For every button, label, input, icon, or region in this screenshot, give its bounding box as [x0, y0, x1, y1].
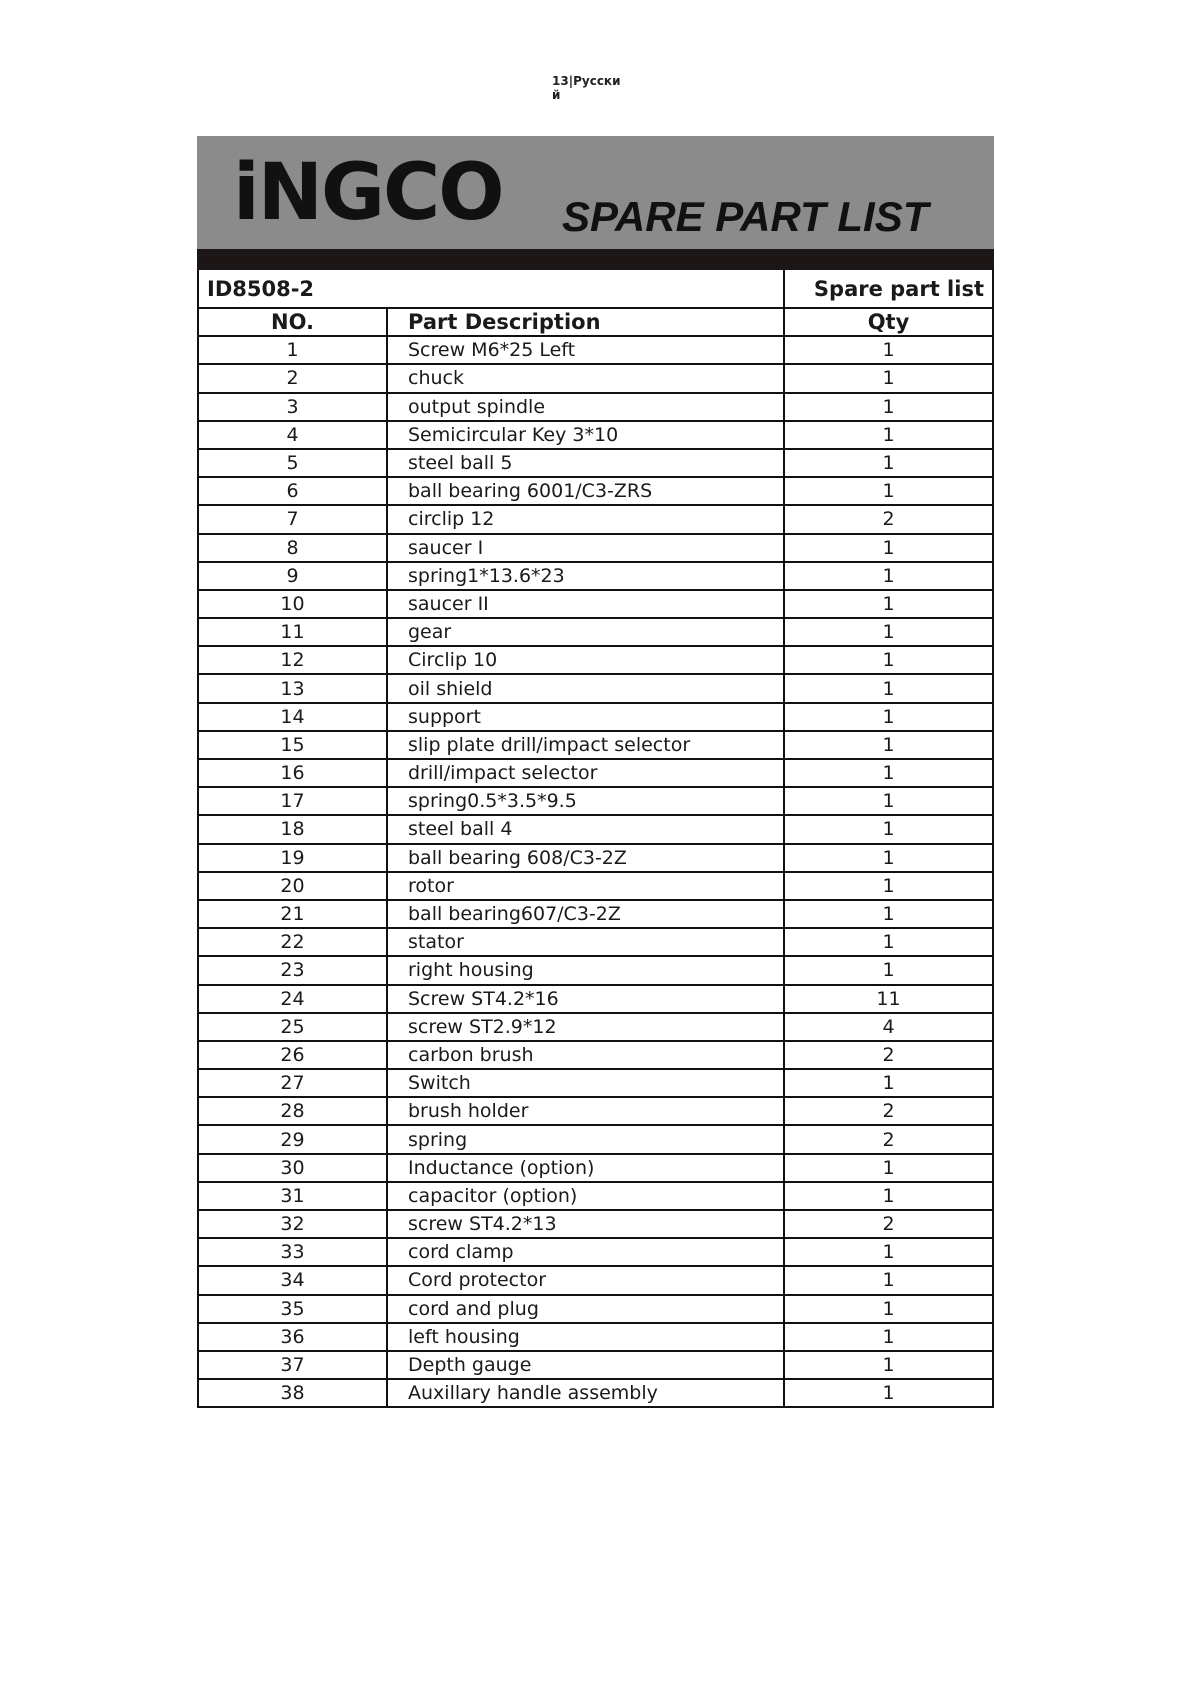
row-qty: 2 [784, 1041, 993, 1069]
row-qty: 2 [784, 1097, 993, 1125]
table-row [198, 618, 993, 646]
row-qty: 1 [784, 477, 993, 505]
row-number: 30 [198, 1154, 387, 1182]
row-description: saucer I [387, 534, 784, 562]
row-number: 18 [198, 815, 387, 843]
row-qty: 1 [784, 759, 993, 787]
table-row [198, 646, 993, 674]
row-qty: 2 [784, 1210, 993, 1238]
row-description: gear [387, 618, 784, 646]
row-description: support [387, 703, 784, 731]
row-qty: 1 [784, 703, 993, 731]
table-row [198, 1125, 993, 1153]
row-number: 19 [198, 844, 387, 872]
row-qty: 1 [784, 534, 993, 562]
header-no: NO. [198, 308, 387, 336]
row-qty: 2 [784, 505, 993, 533]
row-description: carbon brush [387, 1041, 784, 1069]
table-row [198, 505, 993, 533]
row-qty: 1 [784, 1379, 993, 1407]
row-number: 31 [198, 1182, 387, 1210]
row-description: output spindle [387, 393, 784, 421]
row-number: 22 [198, 928, 387, 956]
row-number: 5 [198, 449, 387, 477]
row-description: Semicircular Key 3*10 [387, 421, 784, 449]
row-qty: 4 [784, 1013, 993, 1041]
table-row [198, 731, 993, 759]
table-row [198, 1210, 993, 1238]
row-qty: 1 [784, 618, 993, 646]
banner [197, 136, 994, 249]
row-number: 9 [198, 562, 387, 590]
table-row [198, 449, 993, 477]
row-qty: 1 [784, 1351, 993, 1379]
row-description: Inductance (option) [387, 1154, 784, 1182]
row-description: oil shield [387, 674, 784, 702]
row-number: 16 [198, 759, 387, 787]
row-qty: 1 [784, 1266, 993, 1294]
list-title: Spare part list [784, 270, 993, 308]
row-qty: 1 [784, 1182, 993, 1210]
header-description: Part Description [387, 308, 784, 336]
table-row [198, 1238, 993, 1266]
table-row [198, 562, 993, 590]
table-row [198, 1182, 993, 1210]
row-description: cord and plug [387, 1295, 784, 1323]
divider-bar [197, 249, 994, 270]
row-description: rotor [387, 872, 784, 900]
row-number: 13 [198, 674, 387, 702]
table-row [198, 1069, 993, 1097]
row-qty: 1 [784, 364, 993, 392]
row-number: 4 [198, 421, 387, 449]
row-number: 17 [198, 787, 387, 815]
table-row [198, 815, 993, 843]
row-number: 21 [198, 900, 387, 928]
row-description: screw ST2.9*12 [387, 1013, 784, 1041]
row-description: cord clamp [387, 1238, 784, 1266]
row-qty: 1 [784, 646, 993, 674]
row-qty: 1 [784, 674, 993, 702]
table-row [198, 477, 993, 505]
table-row [198, 393, 993, 421]
row-number: 1 [198, 336, 387, 364]
row-number: 37 [198, 1351, 387, 1379]
row-number: 35 [198, 1295, 387, 1323]
table-row [198, 364, 993, 392]
table-row [198, 1295, 993, 1323]
row-description: steel ball 5 [387, 449, 784, 477]
row-qty: 1 [784, 562, 993, 590]
table-row [198, 985, 993, 1013]
row-description: Screw ST4.2*16 [387, 985, 784, 1013]
row-qty: 1 [784, 590, 993, 618]
row-description: Auxillary handle assembly [387, 1379, 784, 1407]
row-qty: 1 [784, 787, 993, 815]
row-qty: 1 [784, 1238, 993, 1266]
table-row [198, 844, 993, 872]
row-description: spring1*13.6*23 [387, 562, 784, 590]
row-description: ball bearing 6001/C3-ZRS [387, 477, 784, 505]
row-description: Switch [387, 1069, 784, 1097]
row-description: Depth gauge [387, 1351, 784, 1379]
table-row [198, 1097, 993, 1125]
row-description: right housing [387, 956, 784, 984]
table-row [198, 872, 993, 900]
row-number: 6 [198, 477, 387, 505]
table-row [198, 928, 993, 956]
row-qty: 1 [784, 393, 993, 421]
page-number-label: 13|Русски [552, 74, 621, 88]
row-number: 14 [198, 703, 387, 731]
row-description: drill/impact selector [387, 759, 784, 787]
row-description: steel ball 4 [387, 815, 784, 843]
table-row [198, 703, 993, 731]
table-row [198, 1266, 993, 1294]
row-number: 38 [198, 1379, 387, 1407]
row-qty: 1 [784, 1295, 993, 1323]
row-number: 7 [198, 505, 387, 533]
row-description: chuck [387, 364, 784, 392]
row-qty: 1 [784, 928, 993, 956]
row-description: stator [387, 928, 784, 956]
row-number: 25 [198, 1013, 387, 1041]
row-qty: 1 [784, 872, 993, 900]
row-number: 24 [198, 985, 387, 1013]
row-description: brush holder [387, 1097, 784, 1125]
table-row [198, 674, 993, 702]
row-qty: 1 [784, 1323, 993, 1351]
row-number: 10 [198, 590, 387, 618]
row-description: saucer II [387, 590, 784, 618]
table-row [198, 1379, 993, 1407]
row-number: 36 [198, 1323, 387, 1351]
table-row [198, 787, 993, 815]
table-row [198, 1041, 993, 1069]
table-row [198, 534, 993, 562]
table-row [198, 759, 993, 787]
page-header [552, 74, 620, 102]
page-number-label-continued: й [552, 88, 561, 102]
spare-part-sheet [197, 136, 994, 1408]
row-number: 23 [198, 956, 387, 984]
row-number: 8 [198, 534, 387, 562]
row-description: circlip 12 [387, 505, 784, 533]
spare-part-table [197, 270, 994, 1408]
row-description: ball bearing607/C3-2Z [387, 900, 784, 928]
row-description: capacitor (option) [387, 1182, 784, 1210]
row-qty: 1 [784, 421, 993, 449]
row-number: 15 [198, 731, 387, 759]
row-qty: 1 [784, 956, 993, 984]
row-description: ball bearing 608/C3-2Z [387, 844, 784, 872]
row-description: screw ST4.2*13 [387, 1210, 784, 1238]
row-number: 32 [198, 1210, 387, 1238]
table-row [198, 900, 993, 928]
row-qty: 1 [784, 1154, 993, 1182]
row-description: left housing [387, 1323, 784, 1351]
row-number: 3 [198, 393, 387, 421]
table-row [198, 421, 993, 449]
row-number: 34 [198, 1266, 387, 1294]
table-row [198, 1154, 993, 1182]
ingco-logo: iNGCO [233, 148, 503, 238]
banner-title: SPARE PART LIST [562, 193, 929, 240]
table-row [198, 590, 993, 618]
header-qty: Qty [784, 308, 993, 336]
row-qty: 2 [784, 1125, 993, 1153]
table-row [198, 1013, 993, 1041]
table-row [198, 956, 993, 984]
row-number: 2 [198, 364, 387, 392]
row-number: 26 [198, 1041, 387, 1069]
row-number: 12 [198, 646, 387, 674]
row-number: 20 [198, 872, 387, 900]
row-qty: 11 [784, 985, 993, 1013]
table-row [198, 1323, 993, 1351]
row-qty: 1 [784, 336, 993, 364]
row-description: slip plate drill/impact selector [387, 731, 784, 759]
row-number: 33 [198, 1238, 387, 1266]
row-number: 28 [198, 1097, 387, 1125]
table-caption-row [198, 270, 993, 308]
row-description: Cord protector [387, 1266, 784, 1294]
row-number: 27 [198, 1069, 387, 1097]
row-description: spring [387, 1125, 784, 1153]
row-qty: 1 [784, 449, 993, 477]
model-number: ID8508-2 [198, 270, 784, 308]
table-row [198, 336, 993, 364]
table-row [198, 1351, 993, 1379]
row-qty: 1 [784, 815, 993, 843]
table-header-row [198, 308, 993, 336]
row-qty: 1 [784, 844, 993, 872]
row-description: Screw M6*25 Left [387, 336, 784, 364]
row-qty: 1 [784, 900, 993, 928]
row-qty: 1 [784, 1069, 993, 1097]
row-qty: 1 [784, 731, 993, 759]
row-description: Circlip 10 [387, 646, 784, 674]
row-description: spring0.5*3.5*9.5 [387, 787, 784, 815]
row-number: 29 [198, 1125, 387, 1153]
row-number: 11 [198, 618, 387, 646]
